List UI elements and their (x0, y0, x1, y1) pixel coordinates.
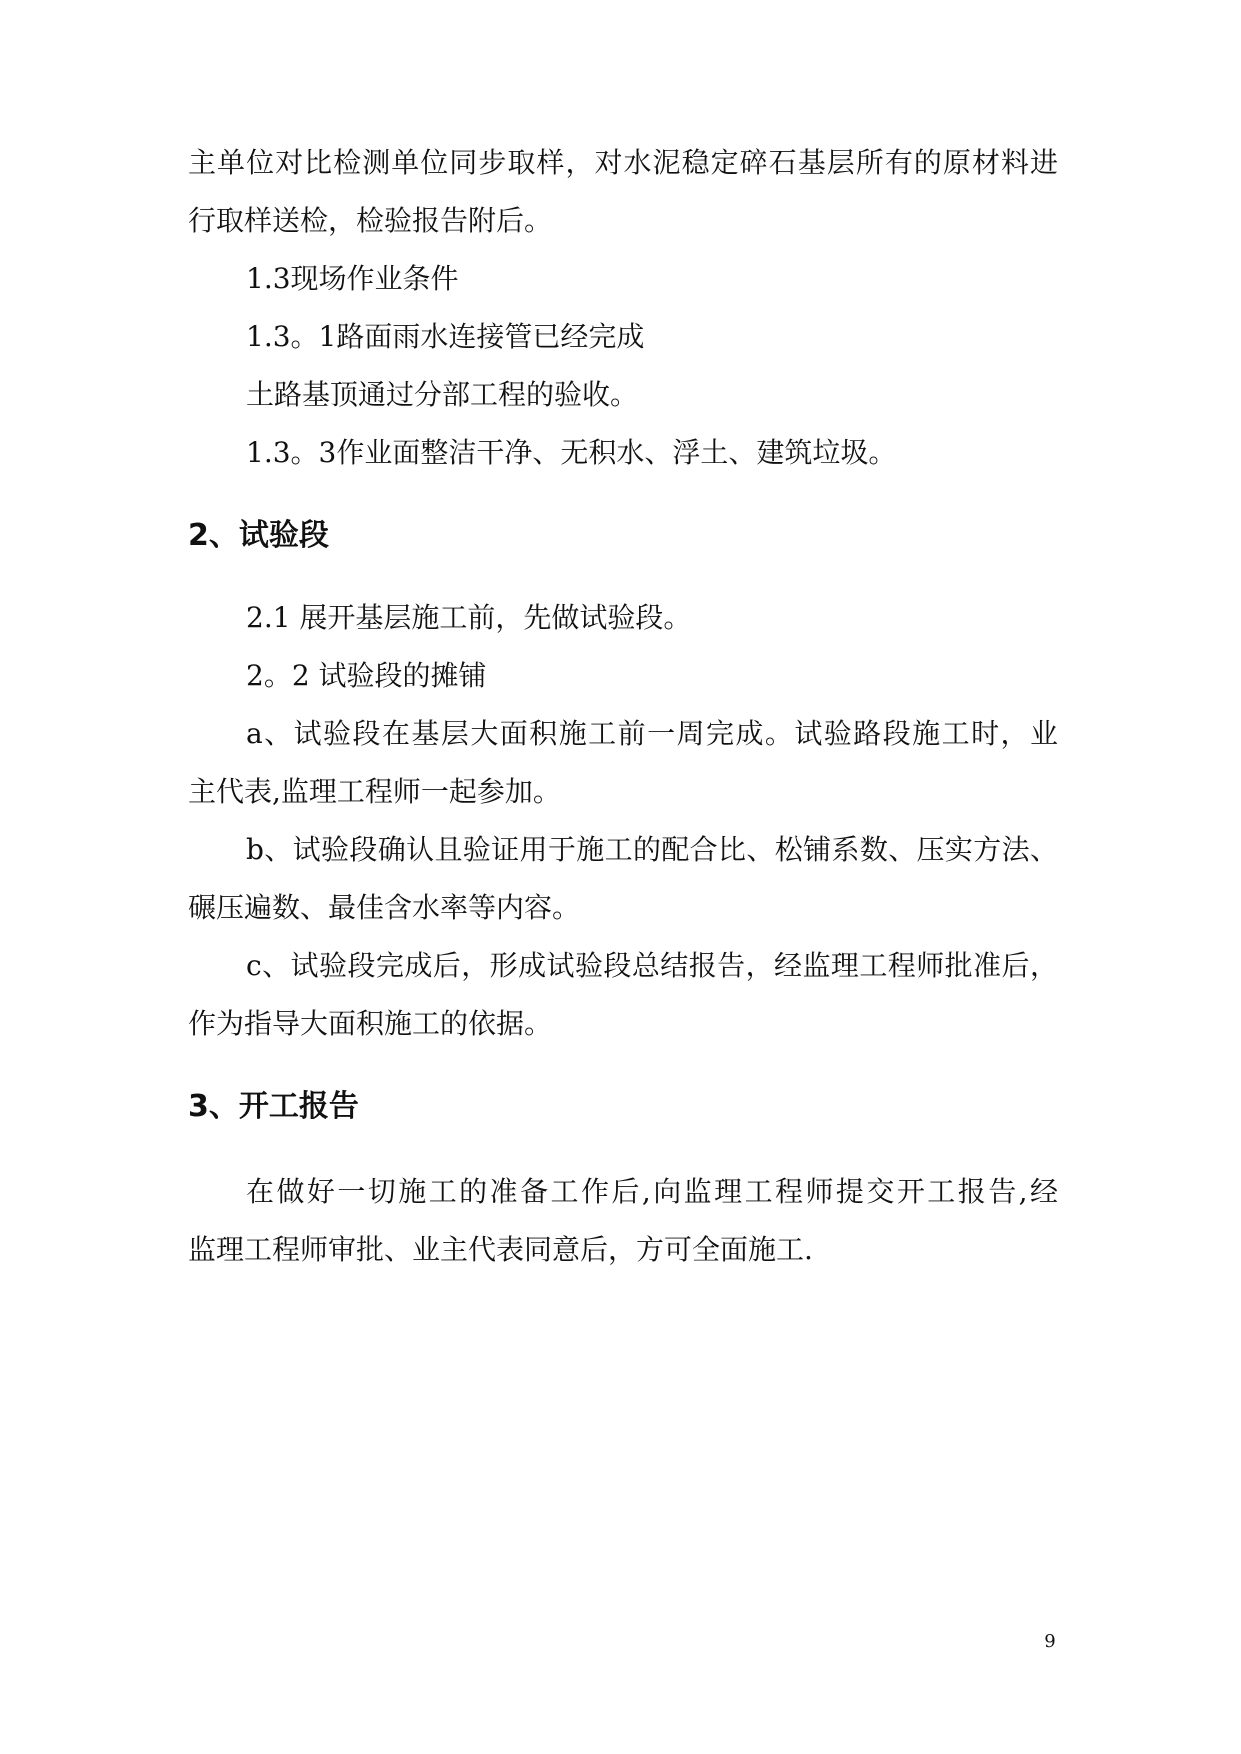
paragraph-line: 在做好一切施工的准备工作后,向监理工程师提交开工报告,经 (246, 1175, 1058, 1208)
list-item: 1.3。1路面雨水连接管已经完成 (246, 320, 645, 353)
list-item: 土路基顶通过分部工程的验收。 (246, 378, 639, 411)
paragraph-line: a、试验段在基层大面积施工前一周完成。试验路段施工时，业 (246, 717, 1058, 750)
paragraph-line: 碾压遍数、最佳含水率等内容。 (188, 891, 581, 924)
paragraph-line: 2。2 试验段的摊铺 (246, 659, 487, 692)
paragraph-line: 行取样送检，检验报告附后。 (188, 204, 553, 237)
subsection-title: 1.3现场作业条件 (246, 262, 459, 295)
paragraph-line: 监理工程师审批、业主代表同意后，方可全面施工. (188, 1233, 813, 1266)
page-number: 9 (1044, 1631, 1056, 1652)
list-item: 1.3。3作业面整洁干净、无积水、浮土、建筑垃圾。 (246, 436, 897, 469)
section-heading: 3、开工报告 (188, 1089, 359, 1124)
section-heading: 2、试验段 (188, 518, 329, 553)
paragraph-line: 2.1 展开基层施工前，先做试验段。 (246, 601, 692, 634)
paragraph-line: c、试验段完成后，形成试验段总结报告，经监理工程师批准后， (246, 949, 1058, 982)
paragraph-line: 主单位对比检测单位同步取样，对水泥稳定碎石基层所有的原材料进 (188, 146, 1058, 179)
paragraph-line: 作为指导大面积施工的依据。 (188, 1007, 553, 1040)
paragraph-line: 主代表,监理工程师一起参加。 (188, 775, 561, 808)
paragraph-line: b、试验段确认且验证用于施工的配合比、松铺系数、压实方法、 (246, 833, 1058, 866)
